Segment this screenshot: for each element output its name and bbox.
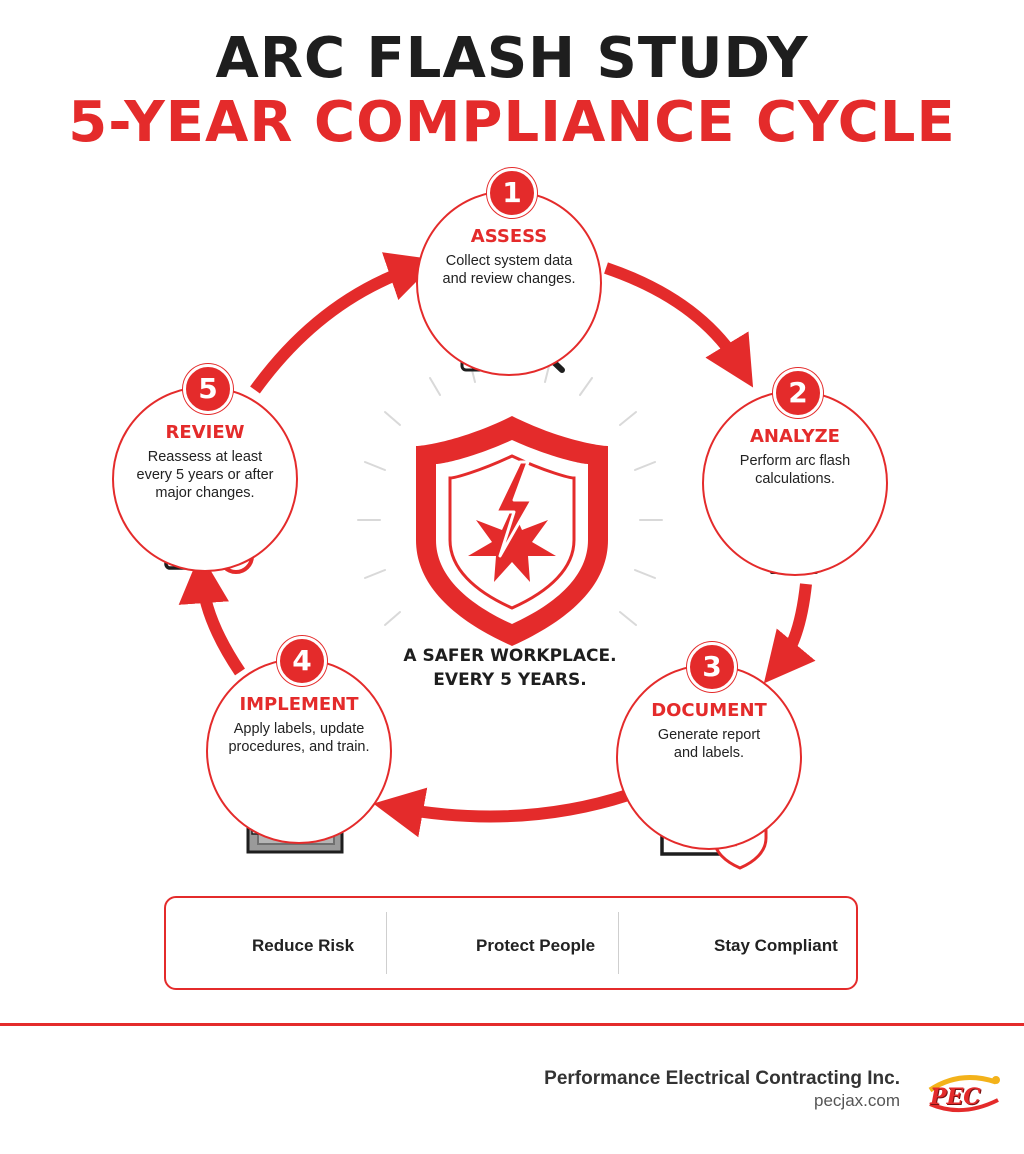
step-description: Collect system data and review changes.: [442, 253, 576, 287]
step-number-badge: 3: [687, 642, 737, 692]
step-number-badge: 5: [183, 364, 233, 414]
footer-divider: [0, 1023, 1024, 1026]
arrow-analyze-to-document: [780, 584, 806, 664]
step-description: Reassess at least every 5 years or after major changes.: [136, 449, 274, 501]
title-line-2: 5-YEAR COMPLIANCE CYCLE: [68, 90, 956, 155]
benefit-reduce-risk: Reduce Risk: [252, 936, 355, 955]
pec-logo-text: PEC: [930, 1084, 981, 1110]
step-title: IMPLEMENT: [239, 694, 359, 715]
center-tagline: [380, 644, 640, 692]
benefits-bar: [164, 896, 858, 990]
arrow-implement-to-review: [202, 578, 240, 672]
step-title: ANALYZE: [750, 426, 840, 447]
step-implement: [206, 644, 392, 844]
benefit-protect-people: Protect People: [476, 936, 596, 955]
step-title: DOCUMENT: [651, 700, 767, 721]
divider: [386, 912, 387, 974]
step-number-badge: 2: [773, 368, 823, 418]
company-website: pecjax.com: [814, 1091, 900, 1110]
step-description: Perform arc flash calculations.: [739, 453, 851, 487]
tagline-line-2: EVERY 5 YEARS.: [433, 670, 587, 690]
benefit-stay-compliant: Stay Compliant: [714, 936, 838, 955]
step-number-badge: 4: [277, 636, 327, 686]
step-title: ASSESS: [470, 226, 548, 247]
step-number-badge: 1: [487, 168, 537, 218]
step-description: Generate report and labels.: [657, 727, 761, 761]
tagline-line-1: A SAFER WORKPLACE.: [403, 646, 617, 666]
center-shield-icon: [416, 416, 608, 646]
step-analyze: [702, 376, 888, 576]
company-name: Performance Electrical Contracting Inc.: [544, 1068, 900, 1089]
step-title: REVIEW: [165, 422, 245, 443]
divider: [618, 912, 619, 974]
arrow-document-to-implement: [398, 795, 628, 816]
step-review: [112, 372, 298, 572]
title-line-1: ARC FLASH STUDY: [215, 26, 809, 91]
arrow-assess-to-analyze: [606, 268, 740, 366]
step-document: [616, 650, 802, 850]
step-assess: [416, 176, 602, 376]
step-description: Apply labels, update procedures, and train.: [228, 721, 370, 755]
arrow-review-to-assess: [255, 268, 414, 390]
